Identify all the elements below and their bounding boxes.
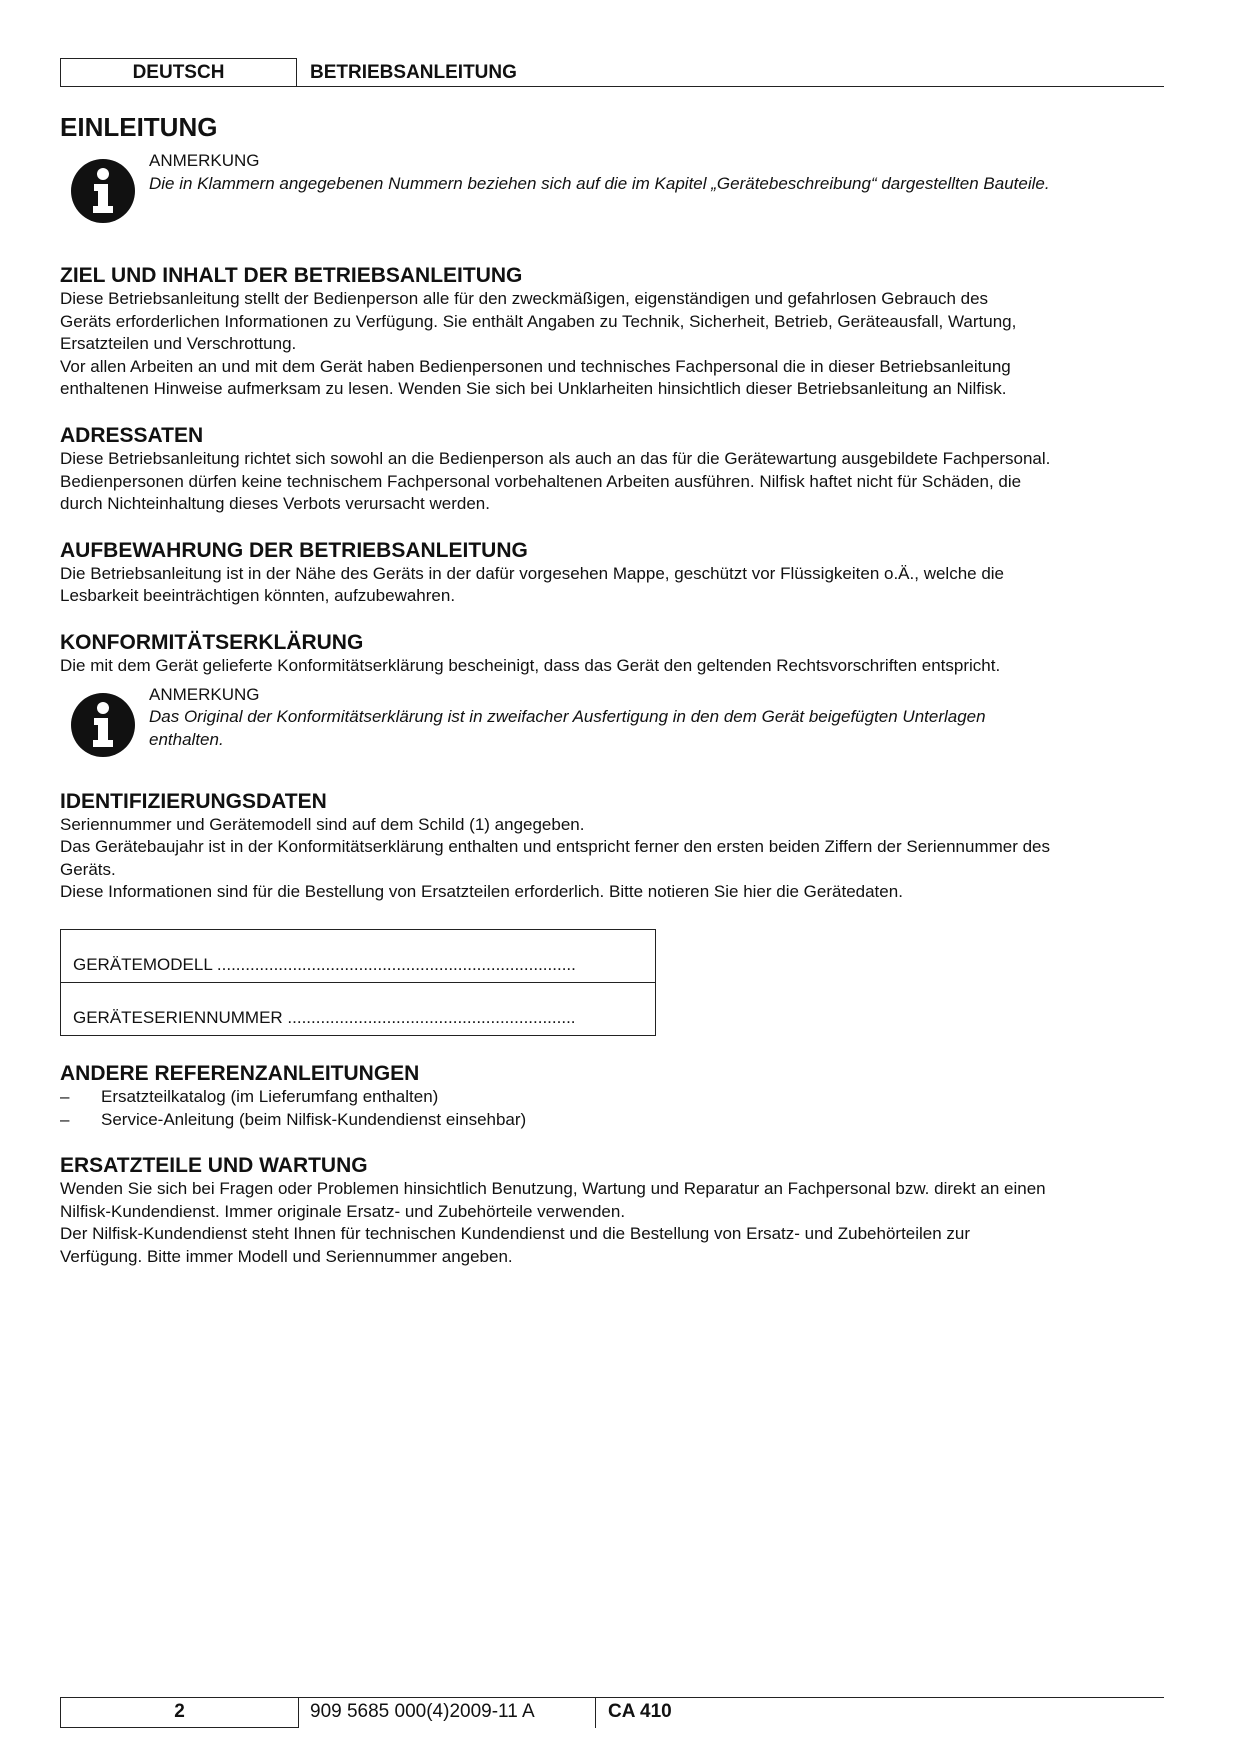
- info-icon: [70, 692, 136, 758]
- note-label: ANMERKUNG: [149, 684, 260, 704]
- list-item-text: Service-Anleitung (beim Nilfisk-Kundendienst einsehbar): [101, 1109, 527, 1129]
- section-title: KONFORMITÄTSERKLÄRUNG: [60, 630, 364, 654]
- section-ziel: [60, 264, 1164, 401]
- document-body: [60, 110, 1164, 1268]
- note-text: enthalten.: [149, 729, 224, 749]
- section-aufbewahrung: [60, 539, 1164, 608]
- paragraph-line: Vor allen Arbeiten an und mit dem Gerät haben Bedienpersonen und technisches Fachpersonal die in dieser Betriebsanleitung: [60, 356, 1011, 376]
- paragraph-line: Nilfisk-Kundendienst. Immer originale Ersatz- und Zubehörteile verwenden.: [60, 1201, 626, 1221]
- list-dash: –: [60, 1109, 70, 1129]
- footer-divider: [595, 1697, 596, 1728]
- paragraph-line: Ersatzteilen und Verschrottung.: [60, 334, 297, 354]
- header-rule: [297, 86, 1164, 87]
- section-title: ZIEL UND INHALT DER BETRIEBSANLEITUNG: [60, 264, 523, 287]
- section-title: AUFBEWAHRUNG DER BETRIEBSANLEITUNG: [60, 538, 528, 562]
- section-adressaten: [60, 424, 1164, 516]
- paragraph-line: Der Nilfisk-Kundendienst steht Ihnen für technischen Kundendienst und die Bestellung von Ersatz- und Zubehörteilen zur: [60, 1224, 971, 1244]
- note-text: Das Original der Konformitätserklärung ist in zweifacher Ausfertigung in den dem Gerät beigefügten Unterlagen: [149, 707, 986, 727]
- section-identifizierung: [60, 790, 1164, 1036]
- page-number: 2: [60, 1697, 299, 1728]
- paragraph-line: Die Betriebsanleitung ist in der Nähe des Geräts in der dafür vorgesehen Mappe, geschützt vor Flüssigkeiten o.Ä., welche die: [60, 563, 1005, 583]
- section-referenzen: [60, 1062, 1164, 1131]
- list-item-text: Ersatzteilkatalog (im Lieferumfang enthalten): [101, 1086, 439, 1106]
- paragraph-line: Wenden Sie sich bei Fragen oder Problemen hinsichtlich Benutzung, Wartung und Reparatur an Fachpersonal bzw. direkt an einen: [60, 1179, 1046, 1199]
- note-text: Die in Klammern angegebenen Nummern beziehen sich auf die im Kapitel „Gerätebeschreibung“ dargestellten Bauteile.: [149, 173, 1050, 193]
- section-title: ERSATZTEILE UND WARTUNG: [60, 1154, 368, 1178]
- paragraph-line: enthaltenen Hinweise aufmerksam zu lesen. Wenden Sie sich bei Unklarheiten hinsichtlich dieser Betriebsanleitung an Nilfisk.: [60, 379, 1007, 399]
- section-title: IDENTIFIZIERUNGSDATEN: [60, 789, 327, 813]
- info-icon: [70, 158, 136, 224]
- section-title: ADRESSATEN: [60, 423, 204, 447]
- serial-number-field[interactable]: [61, 982, 655, 1035]
- reference-list: [60, 1086, 1164, 1131]
- language-label: DEUTSCH: [60, 58, 297, 87]
- model-name: CA 410: [608, 1701, 672, 1722]
- serial-number-field-label: GERÄTESERIENNUMMER .............................................................: [73, 1007, 576, 1027]
- model-field[interactable]: [61, 930, 655, 982]
- list-item: [60, 1109, 1164, 1132]
- paragraph-line: Geräts erforderlichen Informationen zu Verfügung. Sie enthält Angaben zu Technik, Sicherheit, Betrieb, Geräteausfall, Wartung,: [60, 311, 1017, 331]
- paragraph-line: Bedienpersonen dürfen keine technischem Fachpersonal vorbehaltenen Arbeiten ausführen. Nilfisk haftet nicht für Schäden, die: [60, 471, 1022, 491]
- page-footer: [60, 1697, 1164, 1731]
- header-title: BETRIEBSANLEITUNG: [310, 62, 517, 83]
- section-title: ANDERE REFERENZANLEITUNGEN: [60, 1061, 420, 1085]
- paragraph-line: durch Nichteinhaltung dieses Verbots verursacht werden.: [60, 494, 490, 514]
- list-dash: –: [60, 1086, 70, 1106]
- paragraph-line: Diese Betriebsanleitung richtet sich sowohl an die Bedienperson als auch an das für die Gerätewartung ausgebildete Fachpersonal.: [60, 448, 1051, 468]
- paragraph-line: Diese Informationen sind für die Bestellung von Ersatzteilen erforderlich. Bitte notieren Sie hier die Gerätedaten.: [60, 882, 903, 902]
- note-box: [60, 150, 1164, 224]
- page-header: [60, 58, 1164, 88]
- model-field-label: GERÄTEMODELL ............................................................................: [73, 954, 576, 974]
- section-ersatzteile: [60, 1154, 1164, 1268]
- note-box: [60, 684, 1164, 758]
- paragraph-line: Lesbarkeit beeinträchtigen könnten, aufzubewahren.: [60, 586, 456, 606]
- paragraph-line: Verfügung. Bitte immer Modell und Seriennummer angeben.: [60, 1246, 513, 1266]
- paragraph-line: Die mit dem Gerät gelieferte Konformitätserklärung bescheinigt, dass das Gerät den geltenden Rechtsvorschriften entspricht.: [60, 655, 1001, 675]
- section-konformitaet: [60, 631, 1164, 758]
- intro-title: EINLEITUNG: [60, 112, 218, 142]
- paragraph-line: Seriennummer und Gerätemodell sind auf dem Schild (1) angegeben.: [60, 814, 585, 834]
- list-item: [60, 1086, 1164, 1109]
- note-label: ANMERKUNG: [149, 151, 260, 170]
- document-number: 909 5685 000(4)2009-11 A: [310, 1701, 535, 1722]
- paragraph-line: Diese Betriebsanleitung stellt der Bedienperson alle für den zweckmäßigen, eigenständigen und gefahrlosen Gebrauch des: [60, 289, 989, 308]
- paragraph-line: Das Gerätebaujahr ist in der Konformitätserklärung enthalten und entspricht ferner den ersten beiden Ziffern der Seriennummer des: [60, 837, 1051, 857]
- identification-form: [60, 929, 656, 1036]
- paragraph-line: Geräts.: [60, 859, 116, 879]
